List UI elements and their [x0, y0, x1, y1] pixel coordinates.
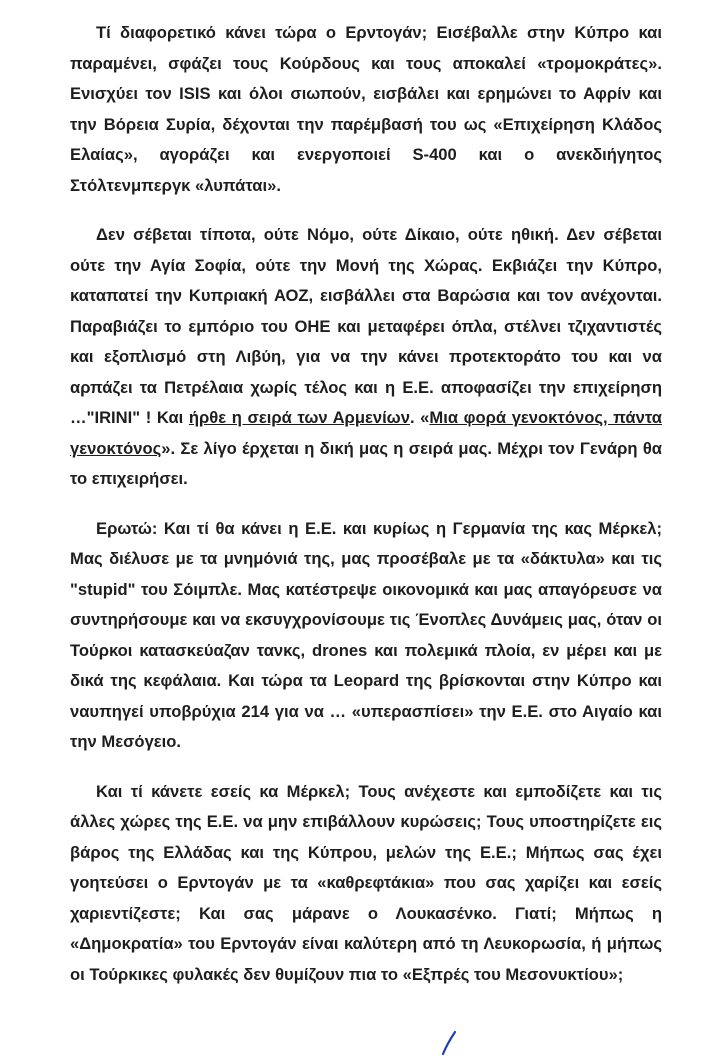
text-segment: Δεν σέβεται τίποτα, ούτε Νόμο, ούτε Δίκαιο, ούτε ηθική. Δεν σέβεται ούτε την Αγία Σοφία, ούτε την Μονή της Χώρας. Εκβιάζει την Κύπρο, καταπατεί την Κυπριακή ΑΟΖ, εισβάλλει στα Βαρώσια και τον ανέχονται. Παραβιάζει το εμπόριο του ΟΗΕ και μεταφέρει όπλα, στέλνει τζιχαντιστές και εξοπλισμό στη Λιβύη, για να την κάνει προτεκτοράτο του και να αρπάζει τα Πετρέλαια χωρίς τέλος και η Ε.Ε. αποφασίζει την επιχείρηση …"IRINI" ! Και — [70, 225, 662, 427]
text-segment: Και τί κάνετε εσείς κα Μέρκελ; Τους ανέχεστε και εμποδίζετε και τις άλλες χώρες της Ε.Ε. να μην επιβάλλουν κυρώσεις; Τους υποστηρίζετε εις βάρος της Ελλάδας και της Κύπρου, μελών της Ε.Ε.; Μήπως σας έχει γοητεύσει ο Ερντογάν με τα «καθρεφτάκια» που σας χαρίζει και εσείς χαριεντίζεστε; Και σας μάρανε ο Λουκασένκο. Γιατί; Μήπως η «Δημοκρατία» του Ερντογάν είναι καλύτερη από τη Λευκορωσία, ή μήπως οι Τούρκικες φυλακές δεν θυμίζουν πια το «Εξπρές του Μεσονυκτίου»; — [70, 781, 662, 984]
underlined-text: ήρθε η σειρά των Αρμενίων — [188, 408, 410, 427]
paragraph — [70, 18, 662, 201]
text-segment: ». Σε λίγο έρχεται η δική μας η σειρά μας. Μέχρι τον Γενάρη θα το επιχειρήσει. — [70, 438, 662, 488]
underlined-text: Μια φορά γενοκτόνος, πάντα γενοκτόνος — [70, 408, 662, 458]
document-body — [70, 18, 662, 1009]
paragraph — [70, 777, 662, 991]
text-segment: . « — [409, 408, 430, 427]
signature-mark — [425, 1030, 465, 1056]
paragraph — [70, 514, 662, 758]
text-segment: Ερωτώ: Και τί θα κάνει η Ε.Ε. και κυρίως η Γερμανία της κας Μέρκελ; Μας διέλυσε με τα μνημόνιά της, μας προσέβαλε με τα «δάκτυλα» και τις "stupid" του Σόιμπλε. Μας κατέστρεψε οικονομικά και μας απαγόρευσε να συντηρήσουμε και να εκσυγχρονίσουμε τις Ένοπλες Δυνάμεις μας, όταν οι Τούρκοι κατασκεύαζαν τανκς, drones και πολεμικά πλοία, εν μέρει και με δικά της κεφάλαια. Και τώρα τα Leopard της βρίσκονται στην Κύπρο και ναυπηγεί υποβρύχια 214 για να … «υπερασπίσει» την Ε.Ε. στο Αιγαίο και την Μεσόγειο. — [70, 518, 662, 751]
text-segment: Τί διαφορετικό κάνει τώρα ο Ερντογάν; Εισέβαλλε στην Κύπρο και παραμένει, σφάζει τους Κούρδους και τους αποκαλεί «τρομοκράτες». Ενισχύει τον ISIS και όλοι σιωπούν, εισβάλει και ερημώνει το Αφρίν και την Βόρεια Συρία, δέχονται την παρέμβασή του ως «Επιχείρηση Κλάδος Ελαίας», αγοράζει και ενεργοποιεί S-400 και ο ανεκδιήγητος Στόλτενμπεργκ «λυπάται». — [70, 23, 662, 195]
paragraph — [70, 220, 662, 495]
